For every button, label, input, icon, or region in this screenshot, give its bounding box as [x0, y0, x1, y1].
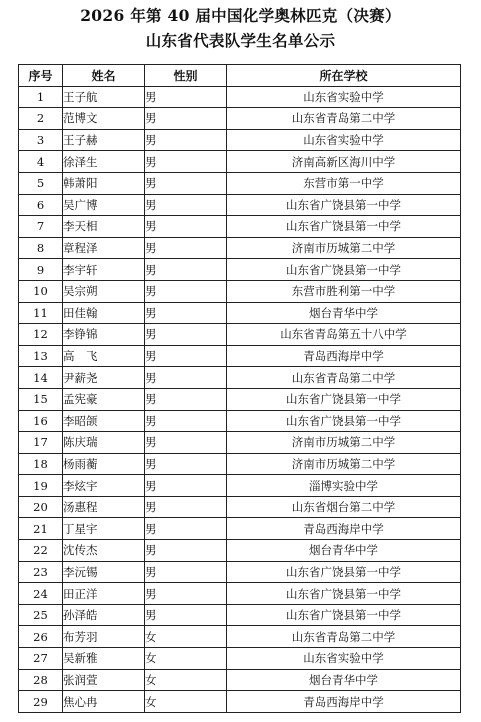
cell-gender: 女: [145, 669, 227, 691]
cell-gender: 男: [145, 108, 227, 130]
cell-school: 山东省实验中学: [227, 86, 461, 108]
cell-number: 22: [19, 540, 63, 562]
cell-gender: 男: [145, 345, 227, 367]
cell-gender: 男: [145, 367, 227, 389]
cell-name: 章程泽: [63, 237, 145, 259]
cell-school: 济南市历城第二中学: [227, 237, 461, 259]
table-row: [19, 475, 461, 497]
header-gender: 性别: [145, 65, 227, 87]
cell-school: 淄博实验中学: [227, 475, 461, 497]
cell-number: 7: [19, 216, 63, 238]
cell-name: 张润萱: [63, 669, 145, 691]
table-row: [19, 518, 461, 540]
table-row: [19, 432, 461, 454]
cell-name: 王子航: [63, 86, 145, 108]
cell-school: 山东省广饶县第一中学: [227, 388, 461, 410]
table-row: [19, 410, 461, 432]
cell-name: 吴广博: [63, 194, 145, 216]
table-row: [19, 280, 461, 302]
document-title: 2026 年第 40 届中国化学奥林匹克（决赛）: [80, 6, 401, 25]
cell-school: 山东省广饶县第一中学: [227, 561, 461, 583]
cell-name: 范博文: [63, 108, 145, 130]
cell-school: 山东省广饶县第一中学: [227, 194, 461, 216]
cell-number: 27: [19, 648, 63, 670]
cell-school: 山东省广饶县第一中学: [227, 604, 461, 626]
document-subtitle: 山东省代表队学生名单公示: [145, 31, 336, 50]
cell-school: 山东省广饶县第一中学: [227, 216, 461, 238]
cell-school: 山东省广饶县第一中学: [227, 410, 461, 432]
cell-number: 19: [19, 475, 63, 497]
cell-school: 山东省青岛第五十八中学: [227, 324, 461, 346]
cell-school: 济南市历城第二中学: [227, 453, 461, 475]
cell-school: 山东省广饶县第一中学: [227, 583, 461, 605]
cell-number: 28: [19, 669, 63, 691]
header-name: 姓名: [63, 65, 145, 87]
cell-gender: 女: [145, 626, 227, 648]
cell-name: 焦心冉: [63, 691, 145, 713]
table-row: [19, 648, 461, 670]
cell-gender: 男: [145, 475, 227, 497]
cell-gender: 男: [145, 259, 227, 281]
cell-number: 16: [19, 410, 63, 432]
cell-school: 山东省烟台第二中学: [227, 496, 461, 518]
table-body: [19, 86, 461, 712]
cell-name: 陈庆瑞: [63, 432, 145, 454]
cell-school: 青岛西海岸中学: [227, 345, 461, 367]
cell-name: 李昭颌: [63, 410, 145, 432]
header-number: 序号: [19, 65, 63, 87]
cell-number: 2: [19, 108, 63, 130]
cell-number: 17: [19, 432, 63, 454]
table-row: [19, 388, 461, 410]
table-row: [19, 669, 461, 691]
cell-school: 青岛西海岸中学: [227, 518, 461, 540]
cell-number: 18: [19, 453, 63, 475]
cell-gender: 男: [145, 324, 227, 346]
table-row: [19, 626, 461, 648]
cell-gender: 男: [145, 194, 227, 216]
cell-school: 山东省实验中学: [227, 648, 461, 670]
cell-gender: 男: [145, 388, 227, 410]
table-row: [19, 151, 461, 173]
table-row: [19, 324, 461, 346]
cell-name: 徐泽生: [63, 151, 145, 173]
cell-school: 山东省青岛第二中学: [227, 367, 461, 389]
cell-number: 8: [19, 237, 63, 259]
cell-name: 汤惠程: [63, 496, 145, 518]
table-row: [19, 691, 461, 713]
cell-school: 烟台青华中学: [227, 302, 461, 324]
table-row: [19, 194, 461, 216]
cell-name: 王子赫: [63, 129, 145, 151]
roster-table: [18, 64, 461, 713]
cell-gender: 男: [145, 151, 227, 173]
cell-gender: 男: [145, 280, 227, 302]
table-row: [19, 259, 461, 281]
cell-number: 6: [19, 194, 63, 216]
cell-number: 29: [19, 691, 63, 713]
cell-number: 10: [19, 280, 63, 302]
cell-name: 吴新雅: [63, 648, 145, 670]
cell-name: 布芳羽: [63, 626, 145, 648]
table-header-row: [19, 65, 461, 87]
cell-gender: 男: [145, 432, 227, 454]
cell-school: 烟台青华中学: [227, 669, 461, 691]
cell-number: 12: [19, 324, 63, 346]
cell-name: 田佳翰: [63, 302, 145, 324]
cell-name: 高 飞: [63, 345, 145, 367]
cell-gender: 女: [145, 648, 227, 670]
cell-gender: 男: [145, 410, 227, 432]
cell-number: 5: [19, 172, 63, 194]
cell-number: 13: [19, 345, 63, 367]
cell-school: 青岛西海岸中学: [227, 691, 461, 713]
table-row: [19, 237, 461, 259]
cell-school: 东营市第一中学: [227, 172, 461, 194]
cell-name: 田正洋: [63, 583, 145, 605]
cell-name: 沈传杰: [63, 540, 145, 562]
cell-gender: 男: [145, 216, 227, 238]
table-row: [19, 108, 461, 130]
table-row: [19, 216, 461, 238]
table-row: [19, 129, 461, 151]
table-row: [19, 540, 461, 562]
cell-school: 山东省广饶县第一中学: [227, 259, 461, 281]
cell-name: 孙泽皓: [63, 604, 145, 626]
cell-number: 25: [19, 604, 63, 626]
table-row: [19, 583, 461, 605]
cell-number: 11: [19, 302, 63, 324]
cell-name: 吴宗朔: [63, 280, 145, 302]
cell-gender: 男: [145, 172, 227, 194]
cell-name: 李天相: [63, 216, 145, 238]
cell-gender: 男: [145, 540, 227, 562]
cell-number: 9: [19, 259, 63, 281]
cell-number: 21: [19, 518, 63, 540]
cell-number: 24: [19, 583, 63, 605]
cell-number: 23: [19, 561, 63, 583]
cell-gender: 男: [145, 496, 227, 518]
cell-number: 3: [19, 129, 63, 151]
cell-gender: 男: [145, 453, 227, 475]
cell-name: 李宇轩: [63, 259, 145, 281]
table-row: [19, 453, 461, 475]
table-row: [19, 302, 461, 324]
header-school: 所在学校: [227, 65, 461, 87]
cell-school: 东营市胜利第一中学: [227, 280, 461, 302]
cell-number: 14: [19, 367, 63, 389]
cell-school: 济南高新区海川中学: [227, 151, 461, 173]
cell-name: 丁星宇: [63, 518, 145, 540]
cell-number: 1: [19, 86, 63, 108]
cell-gender: 男: [145, 302, 227, 324]
cell-gender: 男: [145, 518, 227, 540]
cell-name: 韩萧阳: [63, 172, 145, 194]
cell-school: 山东省青岛第二中学: [227, 626, 461, 648]
table-row: [19, 172, 461, 194]
table-row: [19, 367, 461, 389]
cell-number: 4: [19, 151, 63, 173]
cell-name: 孟宪豪: [63, 388, 145, 410]
cell-name: 李炫宇: [63, 475, 145, 497]
cell-gender: 男: [145, 129, 227, 151]
cell-gender: 女: [145, 691, 227, 713]
cell-name: 李铮锦: [63, 324, 145, 346]
cell-school: 济南市历城第二中学: [227, 432, 461, 454]
cell-school: 烟台青华中学: [227, 540, 461, 562]
cell-number: 20: [19, 496, 63, 518]
cell-gender: 男: [145, 237, 227, 259]
cell-name: 杨雨蘅: [63, 453, 145, 475]
cell-school: 山东省实验中学: [227, 129, 461, 151]
cell-gender: 男: [145, 583, 227, 605]
table-row: [19, 561, 461, 583]
cell-name: 尹薪尧: [63, 367, 145, 389]
cell-gender: 男: [145, 604, 227, 626]
cell-number: 26: [19, 626, 63, 648]
cell-gender: 男: [145, 86, 227, 108]
table-row: [19, 496, 461, 518]
table-row: [19, 86, 461, 108]
table-row: [19, 604, 461, 626]
cell-school: 山东省青岛第二中学: [227, 108, 461, 130]
cell-gender: 男: [145, 561, 227, 583]
cell-name: 李沅锡: [63, 561, 145, 583]
cell-number: 15: [19, 388, 63, 410]
table-row: [19, 345, 461, 367]
